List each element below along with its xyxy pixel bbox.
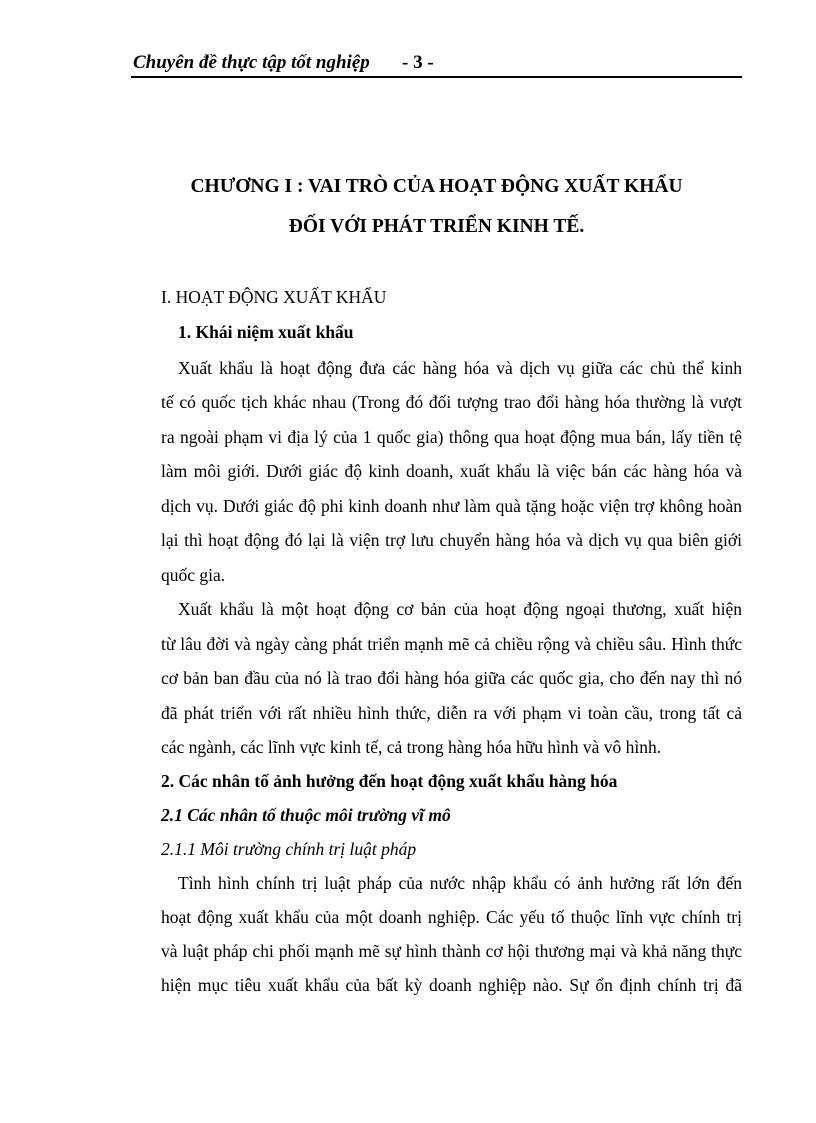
paragraph-2-line: từ lâu đời và ngày càng phát triển mạnh mẽ cả chiều rộng và chiều sâu. Hình thức [161, 634, 742, 654]
paragraph-3-line: hiện mục tiêu xuất khẩu của bất kỳ doanh nghiệp nào. Sự ổn định chính trị đã [161, 975, 742, 995]
paragraph-1-line: dịch vụ. Dưới giác độ phi kinh doanh như làm quà tặng hoặc viện trợ không hoàn [161, 496, 742, 516]
paragraph-1-line: quốc gia. [161, 565, 226, 585]
paragraph-1-line: Xuất khẩu là hoạt động đưa các hàng hóa và dịch vụ giữa các chủ thể kinh [178, 358, 742, 378]
paragraph-3-line: Tình hình chính trị luật pháp của nước nhập khẩu có ảnh hưởng rất lớn đến [178, 873, 742, 893]
header-title: Chuyên đề thực tập tốt nghiệp [133, 52, 370, 73]
section-heading: I. HOẠT ĐỘNG XUẤT KHẨU [161, 287, 387, 307]
subsection-heading-2-1-1: 2.1.1 Môi trường chính trị luật pháp [161, 839, 417, 859]
paragraph-3-line: hoạt động xuất khẩu của một doanh nghiệp. Các yếu tố thuộc lĩnh vực chính trị [161, 907, 742, 927]
page-header [131, 50, 742, 78]
subsection-heading-2-1: 2.1 Các nhân tố thuộc môi trường vĩ mô [161, 805, 451, 825]
chapter-title-line-2: ĐỐI VỚI PHÁT TRIỂN KINH TẾ. [288, 216, 585, 237]
subsection-heading-1: 1. Khái niệm xuất khẩu [178, 322, 354, 342]
paragraph-1-line: làm môi giới. Dưới giác độ kinh doanh, xuất khẩu là việc bán các hàng hóa và [161, 461, 742, 481]
paragraph-1-line: tế có quốc tịch khác nhau (Trong đó đối tượng trao đổi hàng hóa thường là vượt [161, 392, 742, 412]
paragraph-2-line: các ngành, các lĩnh vực kinh tế, cả trong hàng hóa hữu hình và vô hình. [161, 737, 662, 757]
paragraph-2-line: đã phát triển với rất nhiều hình thức, diễn ra với phạm vi toàn cầu, trong tất cả [161, 703, 742, 723]
paragraph-2-line: cơ bản ban đầu của nó là trao đổi hàng hóa giữa các quốc gia, cho đến nay thì nó [161, 668, 742, 688]
paragraph-2-line: Xuất khẩu là một hoạt động cơ bản của hoạt động ngoại thương, xuất hiện [178, 599, 742, 619]
header-page-number: - 3 - [402, 52, 434, 73]
chapter-title-line-1: CHƯƠNG I : VAI TRÒ CỦA HOẠT ĐỘNG XUẤT KHẨU [190, 176, 683, 197]
paragraph-1-line: ra ngoài phạm vi địa lý của 1 quốc gia) thông qua hoạt động mua bán, lấy tiền tệ [161, 427, 742, 447]
paragraph-3-line: và luật pháp chi phối mạnh mẽ sự hình thành cơ hội thương mại và khả năng thực [161, 941, 742, 961]
paragraph-1-line: lại thì hoạt động đó lại là viện trợ lưu chuyển hàng hóa và dịch vụ qua biên giới [161, 530, 742, 550]
subsection-heading-2: 2. Các nhân tố ảnh hưởng đến hoạt động xuất khẩu hàng hóa [161, 771, 618, 791]
